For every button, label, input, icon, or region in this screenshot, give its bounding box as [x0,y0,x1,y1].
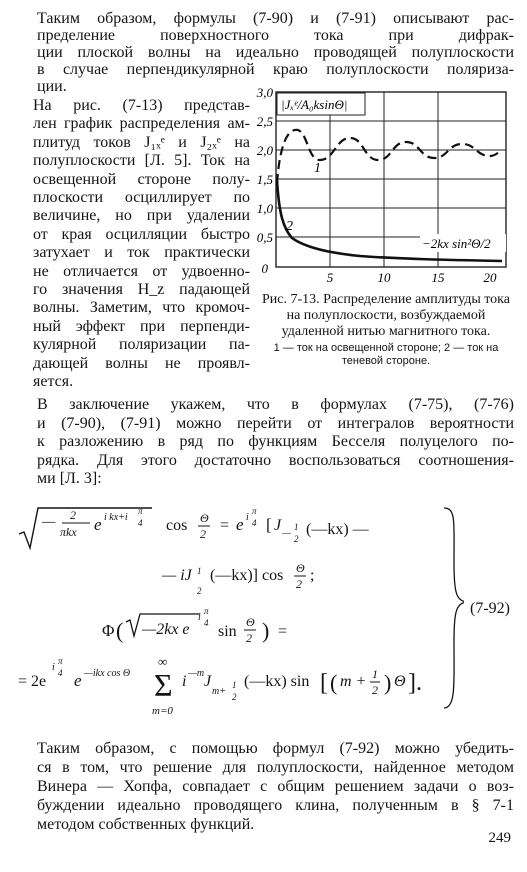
paragraph-intro [17,10,514,95]
svg-text:4: 4 [252,518,257,528]
text-line: лен график распределения ам- [33,115,250,133]
x-tick-label: 5 [326,270,334,285]
text-line: пределение поверхностного тока при дифрак- [37,27,514,44]
svg-text:—2kx e: —2kx e [142,621,190,638]
svg-text:2: 2 [232,692,237,702]
svg-text:∞: ∞ [158,654,168,669]
svg-text:(: ( [116,618,124,643]
curve-1-dashed [277,130,502,183]
svg-text:—ikx cos Θ: —ikx cos Θ [84,668,131,679]
svg-text:1: 1 [372,667,378,681]
svg-text:e: e [94,515,102,534]
svg-text:2: 2 [294,534,299,544]
figure-7-13 [250,88,520,293]
svg-text:J: J [204,673,212,690]
svg-text:m +: m + [340,673,367,690]
svg-text:2: 2 [200,527,206,541]
paragraph-conclusion [17,739,514,834]
svg-text:i: i [52,662,55,673]
text-line: ции плоской волны на идеально проводящей полуплоскости [37,44,514,61]
x-tick-label: 10 [377,270,391,285]
svg-text:m=0: m=0 [152,705,173,717]
svg-text:2: 2 [246,631,252,645]
y-tick-label: 2,0 [256,143,273,158]
svg-text:Φ: Φ [102,621,115,640]
y-tick-label: 2,5 [256,114,273,129]
svg-text:π: π [252,506,257,516]
text-line: волны. Заметим, что кромоч- [33,299,250,317]
svg-text:π: π [204,606,209,616]
text-line: к разложению в ряд по функциям Бесселя полуцелого по- [37,433,514,450]
curve-annotation: −2kx sin²Θ/2 [422,236,491,251]
svg-text:i kx+i: i kx+i [104,512,128,523]
y-tick-label: 0,5 [256,230,273,245]
text-line: плоскости осциллирует по [33,189,250,207]
x-tick-label: 15 [431,270,445,285]
paragraph-figure-description [17,97,250,392]
svg-text:i: i [198,612,201,623]
caption-title: Рис. 7-13. Распределение амплитуды тока на полуплоскости, возбуждаемой удаленной нитью магнитного тока. [262,292,510,339]
svg-text:].: ]. [408,670,422,696]
svg-text:i: i [246,512,249,523]
svg-text:e: e [236,515,244,534]
svg-text:cos: cos [166,517,188,534]
text-line: полуплоскости [Л. 5]. Ток на [33,152,250,170]
y-tick-label: 1,0 [256,201,273,216]
svg-text:): ) [384,670,392,695]
svg-text:;: ; [310,567,315,584]
curve-1-label: 1 [314,161,321,176]
svg-text:Σ: Σ [154,667,173,703]
svg-text:2: 2 [70,508,76,522]
y-tick-label: 1,5 [256,172,273,187]
svg-text:sin: sin [218,623,237,640]
svg-text:(—kx) —: (—kx) — [306,521,369,538]
svg-text:=: = [278,623,288,640]
svg-text:4: 4 [138,518,143,528]
text-line: Таким образом, с помощью формул (7-92) можно убедить- [37,740,514,757]
svg-text:Θ: Θ [200,511,209,525]
curve-2-label: 2 [286,219,293,234]
svg-text:= 2e: = 2e [18,673,47,690]
text-line: и (7-90), (7-91) можно перейти от интегралов вероятности [37,414,514,432]
svg-text:=: = [220,517,230,534]
svg-text:): ) [262,618,270,643]
svg-text:[: [ [266,515,272,534]
text-line: не отличается от удвоенно- [33,262,250,280]
text-line: от края осцилляции быстро [33,225,250,243]
svg-text:1: 1 [232,680,237,690]
text-line: кулярной поляризации па- [33,336,250,354]
svg-text:m+: m+ [212,686,226,697]
text-line: буждении идеально проводящего клина, полученным в § 7-1 [37,797,514,814]
text-line: Винера — Хопфа, совпадает с общим решением задачи о воз- [37,778,514,795]
x-tick-label: 20 [483,270,497,285]
svg-text:[: [ [320,670,328,696]
svg-text:(—kx)] cos: (—kx)] cos [210,567,284,584]
figure-caption [256,292,516,368]
svg-text:π: π [58,656,63,666]
svg-text:—: — [42,514,56,530]
text-line: освещенной стороне полу- [33,170,250,188]
text-line: величине, но при удалении [33,207,250,225]
page-number: 249 [488,830,511,846]
text-line: В заключение укажем, что в формулах (7-75), (7-76) [37,396,514,413]
svg-text:e: e [74,671,82,690]
svg-text:J: J [274,517,282,534]
svg-text:4: 4 [58,668,63,678]
svg-text:Θ: Θ [296,561,305,575]
svg-text:— iJ: — iJ [162,567,192,584]
svg-text:π: π [138,506,143,516]
y-tick-label: 0 [261,261,268,276]
svg-text:πkx: πkx [60,525,77,539]
text-line: методом собственных функций. [37,816,255,833]
text-line: ции. [37,78,67,95]
svg-text:i: i [182,673,187,690]
equation-7-92 [14,502,464,717]
equation-label: (7-92) [470,600,510,617]
svg-text:—: — [282,528,291,539]
svg-text:1: 1 [294,522,299,532]
svg-text:1: 1 [197,566,202,576]
text-line: яется. [33,373,74,391]
caption-legend: 1 — ток на освещенной стороне; 2 — ток на теневой стороне. [273,342,499,367]
svg-text:4: 4 [204,618,209,628]
svg-text:Θ: Θ [394,673,406,690]
svg-text:(: ( [330,670,338,695]
svg-text:—m: —m [188,668,205,679]
svg-text:2: 2 [296,577,302,591]
text-line: рядка. Для этого достаточно воспользоваться соотношения- [37,451,514,469]
text-line: На рис. (7-13) представ- [33,97,250,114]
text-line: ся в том, что решение для полуплоскости, найденное методом [37,759,514,776]
svg-text:Θ: Θ [246,615,255,629]
text-line: ми [Л. 3]: [37,470,102,487]
text-line: ный эффект при перпенди- [33,317,250,335]
text-line: в случае перпендикулярной краю полуплоскости поляриза- [37,61,514,78]
y-tick-label: 3,0 [256,88,273,100]
y-axis-label: |Jₓᵉ/A₀ksinΘ| [281,97,348,112]
text-line: дающей волны не проявл- [33,354,250,372]
text-line: плитуд токов J₁ₓᵉ и J₂ₓᵉ на [33,133,250,151]
svg-text:(—kx) sin: (—kx) sin [244,673,310,690]
text-line: го значения H_z падающей [33,281,250,299]
text-line: затухает и ток практически [33,244,250,262]
svg-text:2: 2 [372,683,378,697]
paragraph-bessel [17,396,514,489]
svg-text:2: 2 [197,586,202,596]
text-line: Таким образом, формулы (7-90) и (7-91) описывают рас- [37,10,514,27]
